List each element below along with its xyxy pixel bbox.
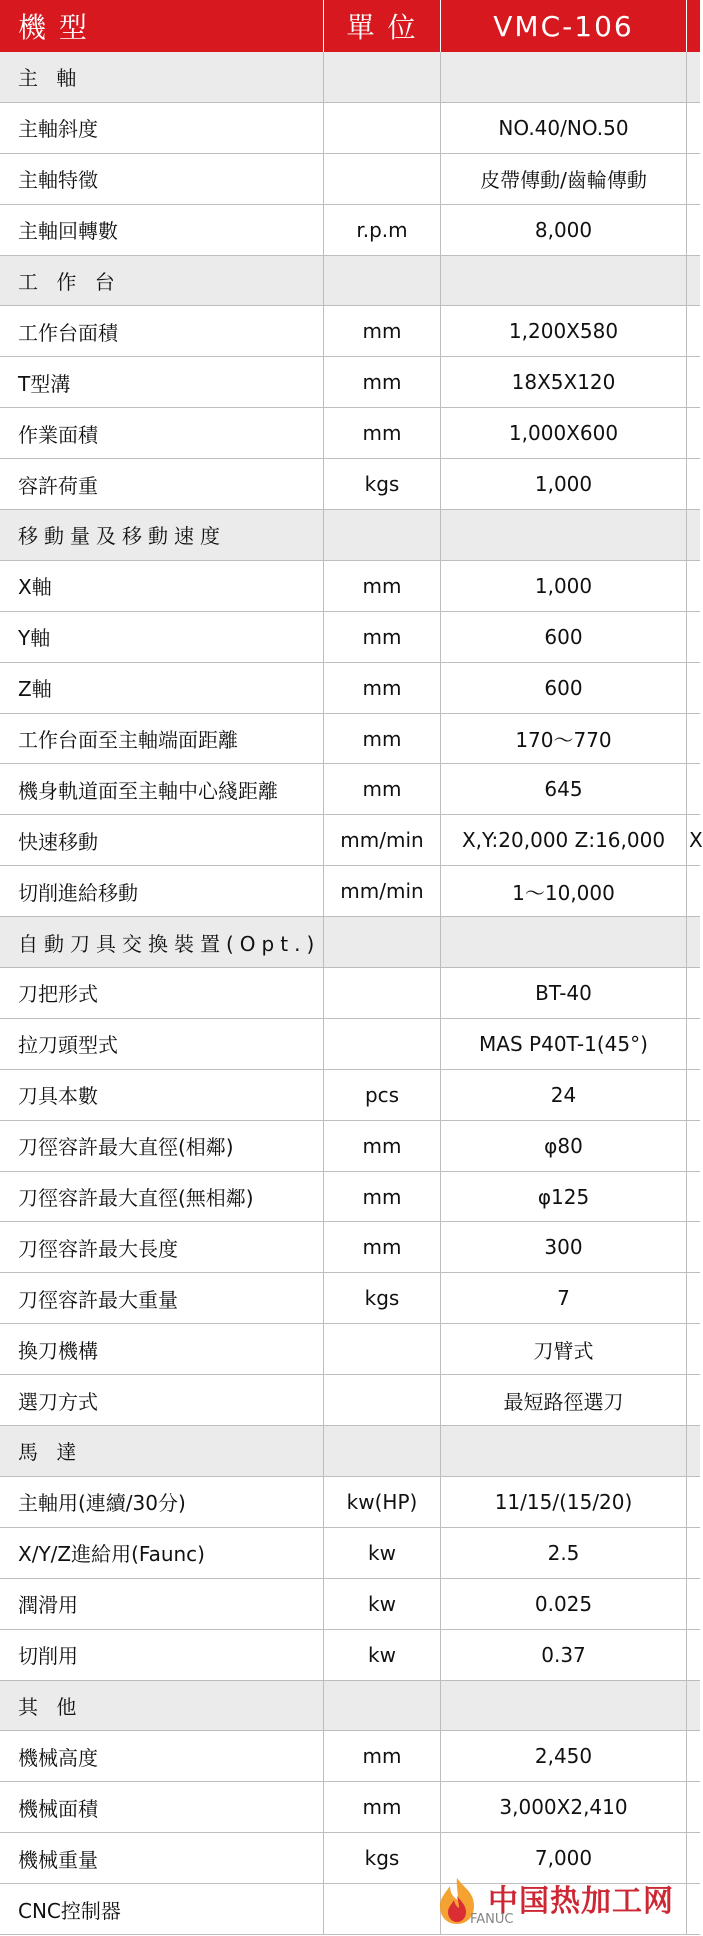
unit-cell: mm	[324, 1731, 441, 1781]
cut-column-cell: X	[689, 828, 703, 853]
section-row	[0, 1681, 700, 1732]
item-name-cell: 機械重量	[0, 1833, 324, 1883]
unit-cell	[324, 1426, 441, 1476]
cut-column-cell	[687, 1172, 700, 1222]
unit-cell: pcs	[324, 1070, 441, 1120]
value-cell: 1,000	[441, 459, 687, 509]
value-cell: 11/15/(15/20)	[441, 1477, 687, 1527]
item-name-cell: 刀徑容許最大直徑(無相鄰)	[0, 1172, 324, 1222]
cut-column-cell	[687, 1273, 700, 1323]
unit-cell: mm	[324, 1172, 441, 1222]
table-row	[0, 1731, 700, 1782]
unit-cell: r.p.m	[324, 205, 441, 255]
value-cell	[441, 52, 687, 102]
value-cell: BT-40	[441, 968, 687, 1018]
item-name-cell: 主軸用(連續/30分)	[0, 1477, 324, 1527]
value-cell: 18X5X120	[441, 357, 687, 407]
cut-column-cell	[687, 1630, 700, 1680]
unit-cell	[324, 968, 441, 1018]
table-row	[0, 1579, 700, 1630]
cut-column-cell	[687, 408, 700, 458]
table-row	[0, 459, 700, 510]
unit-cell	[324, 1884, 441, 1934]
table-row	[0, 612, 700, 663]
unit-cell: mm	[324, 663, 441, 713]
table-row	[0, 1222, 700, 1273]
unit-cell	[324, 154, 441, 204]
item-name-cell: 機械面積	[0, 1782, 324, 1832]
cut-column-cell	[687, 866, 700, 916]
value-cell: 最短路徑選刀	[441, 1375, 687, 1425]
section-title: 工 作 台	[0, 256, 324, 306]
unit-cell: kgs	[324, 1273, 441, 1323]
table-row	[0, 764, 700, 815]
section-row	[0, 510, 700, 561]
section-title: 馬 達	[0, 1426, 324, 1476]
table-row	[0, 357, 700, 408]
unit-cell	[324, 1375, 441, 1425]
cut-column-cell	[687, 459, 700, 509]
table-row	[0, 663, 700, 714]
unit-cell: mm	[324, 764, 441, 814]
item-name-cell: T型溝	[0, 357, 324, 407]
cut-column-cell	[687, 1324, 700, 1374]
table-row	[0, 561, 700, 612]
cut-column-cell	[687, 1477, 700, 1527]
table-row	[0, 1782, 700, 1833]
item-name-cell: 刀具本數	[0, 1070, 324, 1120]
item-name-cell: 作業面積	[0, 408, 324, 458]
item-name-cell: 換刀機構	[0, 1324, 324, 1374]
value-cell	[441, 917, 687, 967]
item-name-cell: 工作台面至主軸端面距離	[0, 714, 324, 764]
value-cell	[441, 1426, 687, 1476]
value-cell: 600	[441, 663, 687, 713]
table-row	[0, 1477, 700, 1528]
table-row	[0, 1324, 700, 1375]
table-row	[0, 154, 700, 205]
item-name-cell: 刀徑容許最大重量	[0, 1273, 324, 1323]
watermark-sub: FANUC	[470, 1912, 514, 1927]
item-name-cell: 主軸斜度	[0, 103, 324, 153]
section-row	[0, 917, 700, 968]
table-row	[0, 1630, 700, 1681]
value-cell: 3,000X2,410	[441, 1782, 687, 1832]
item-name-cell: 選刀方式	[0, 1375, 324, 1425]
unit-cell	[324, 1324, 441, 1374]
value-cell: 1,200X580	[441, 306, 687, 356]
item-name-cell: Z軸	[0, 663, 324, 713]
cut-column-cell	[687, 1019, 700, 1069]
value-cell: 600	[441, 612, 687, 662]
item-name-cell: 機械高度	[0, 1731, 324, 1781]
unit-cell: mm/min	[324, 815, 441, 865]
item-name-cell: 刀把形式	[0, 968, 324, 1018]
table-row	[0, 1070, 700, 1121]
item-name-cell: 切削進給移動	[0, 866, 324, 916]
unit-cell: kw	[324, 1630, 441, 1680]
value-cell: 1～10,000	[441, 866, 687, 916]
unit-cell	[324, 52, 441, 102]
value-cell: 2,450	[441, 1731, 687, 1781]
table-row	[0, 866, 700, 917]
unit-cell	[324, 1019, 441, 1069]
table-row	[0, 408, 700, 459]
value-cell: 170～770	[441, 714, 687, 764]
unit-cell: mm	[324, 1121, 441, 1171]
header-cut-column	[687, 0, 700, 52]
cut-column-cell	[687, 663, 700, 713]
unit-cell: mm/min	[324, 866, 441, 916]
table-row	[0, 306, 700, 357]
value-cell: MAS P40T-1(45°)	[441, 1019, 687, 1069]
value-cell: 1,000X600	[441, 408, 687, 458]
table-row	[0, 1121, 700, 1172]
value-cell: 7,000	[441, 1833, 687, 1883]
cut-column-cell	[687, 256, 700, 306]
item-name-cell: 切削用	[0, 1630, 324, 1680]
table-row	[0, 1375, 700, 1426]
value-cell: 645	[441, 764, 687, 814]
value-cell: 0.37	[441, 1630, 687, 1680]
cut-column-cell	[687, 1731, 700, 1781]
table-row	[0, 1528, 700, 1579]
unit-cell	[324, 103, 441, 153]
cut-column-cell	[687, 1121, 700, 1171]
cut-column-cell	[687, 561, 700, 611]
value-cell: 皮帶傳動/齒輪傳動	[441, 154, 687, 204]
section-title: 自動刀具交換裝置(Opt.)	[0, 917, 324, 967]
item-name-cell: Y軸	[0, 612, 324, 662]
cut-column-cell	[687, 917, 700, 967]
header-unit: 單 位	[324, 0, 441, 52]
watermark	[430, 1868, 698, 1934]
cut-column-cell	[687, 1426, 700, 1476]
unit-cell: mm	[324, 1782, 441, 1832]
item-name-cell: 主軸特徵	[0, 154, 324, 204]
table-row	[0, 968, 700, 1019]
unit-cell: mm	[324, 1222, 441, 1272]
item-name-cell: 潤滑用	[0, 1579, 324, 1629]
value-cell: 300	[441, 1222, 687, 1272]
unit-cell: kgs	[324, 1833, 441, 1883]
unit-cell	[324, 917, 441, 967]
value-cell: 刀臂式	[441, 1324, 687, 1374]
value-cell: X,Y:20,000 Z:16,000	[441, 815, 687, 865]
item-name-cell: 主軸回轉數	[0, 205, 324, 255]
value-cell: φ80	[441, 1121, 687, 1171]
table-header-row	[0, 0, 700, 52]
unit-cell: mm	[324, 612, 441, 662]
cut-column-cell	[687, 1579, 700, 1629]
item-name-cell: 機身軌道面至主軸中心綫距離	[0, 764, 324, 814]
item-name-cell: 快速移動	[0, 815, 324, 865]
unit-cell: kw(HP)	[324, 1477, 441, 1527]
item-name-cell: X/Y/Z進給用(Faunc)	[0, 1528, 324, 1578]
item-name-cell: CNC控制器	[0, 1884, 324, 1934]
unit-cell: mm	[324, 714, 441, 764]
unit-cell: mm	[324, 408, 441, 458]
table-row	[0, 815, 703, 866]
table-body	[0, 52, 703, 1935]
value-cell	[441, 1681, 687, 1731]
cut-column-cell	[687, 968, 700, 1018]
section-row	[0, 256, 700, 307]
value-cell: 24	[441, 1070, 687, 1120]
item-name-cell: X軸	[0, 561, 324, 611]
unit-cell: mm	[324, 561, 441, 611]
cut-column-cell	[687, 510, 700, 560]
unit-cell: mm	[324, 306, 441, 356]
cut-column-cell	[687, 205, 700, 255]
value-cell: 1,000	[441, 561, 687, 611]
value-cell: NO.40/NO.50	[441, 103, 687, 153]
table-row	[0, 1172, 700, 1223]
item-name-cell: 刀徑容許最大直徑(相鄰)	[0, 1121, 324, 1171]
value-cell: 8,000	[441, 205, 687, 255]
table-row	[0, 1273, 700, 1324]
cut-column-cell	[687, 714, 700, 764]
cut-column-cell	[687, 764, 700, 814]
cut-column-cell	[687, 1528, 700, 1578]
cut-column-cell	[687, 52, 700, 102]
value-cell: φ125	[441, 1172, 687, 1222]
cut-column-cell	[687, 1375, 700, 1425]
unit-cell: kgs	[324, 459, 441, 509]
cut-column-cell	[687, 1070, 700, 1120]
section-title: 其 他	[0, 1681, 324, 1731]
unit-cell: kw	[324, 1579, 441, 1629]
unit-cell: mm	[324, 357, 441, 407]
section-row	[0, 52, 700, 103]
cut-column-cell	[687, 103, 700, 153]
header-vmc-106: VMC-106	[441, 0, 687, 52]
item-name-cell: 容許荷重	[0, 459, 324, 509]
unit-cell	[324, 256, 441, 306]
cut-column-cell	[687, 306, 700, 356]
unit-cell	[324, 1681, 441, 1731]
table-row	[0, 205, 700, 256]
cut-column-cell	[687, 1681, 700, 1731]
item-name-cell: 工作台面積	[0, 306, 324, 356]
value-cell: 0.025	[441, 1579, 687, 1629]
value-cell	[441, 256, 687, 306]
cut-column-cell	[687, 1782, 700, 1832]
item-name-cell: 拉刀頭型式	[0, 1019, 324, 1069]
cut-column-cell	[687, 357, 700, 407]
section-row	[0, 1426, 700, 1477]
unit-cell: kw	[324, 1528, 441, 1578]
item-name-cell: 刀徑容許最大長度	[0, 1222, 324, 1272]
cut-column-cell	[687, 612, 700, 662]
table-row	[0, 714, 700, 765]
section-title: 主 軸	[0, 52, 324, 102]
cut-column-cell	[687, 1222, 700, 1272]
unit-cell	[324, 510, 441, 560]
watermark-text: 中国热加工网	[488, 1884, 674, 1919]
value-cell: 7	[441, 1273, 687, 1323]
table-row	[0, 1019, 700, 1070]
header-model: 機 型	[0, 0, 324, 52]
value-cell	[441, 510, 687, 560]
section-title: 移動量及移動速度	[0, 510, 324, 560]
table-row	[0, 103, 700, 154]
cut-column-cell	[687, 154, 700, 204]
value-cell: 2.5	[441, 1528, 687, 1578]
